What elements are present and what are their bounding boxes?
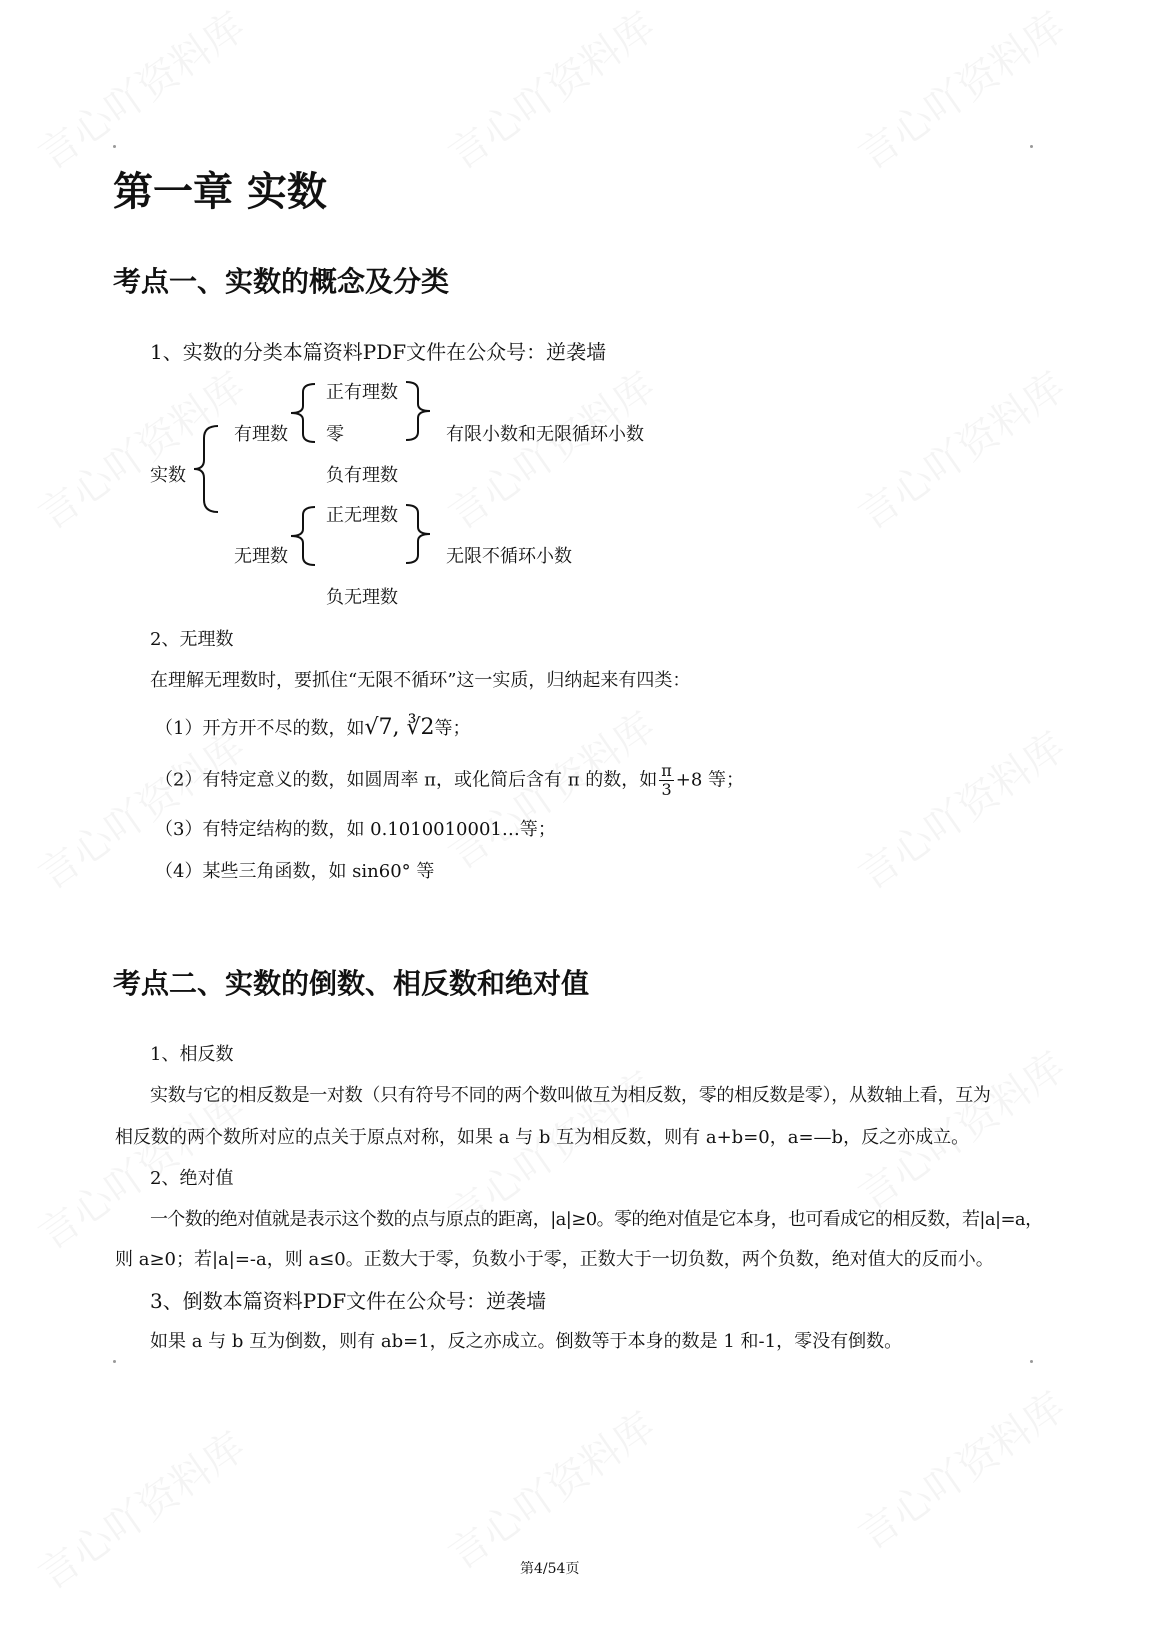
watermark [435, 356, 664, 540]
paragraph-line: 则 a≥0；若|a|=-a，则 a≤0。正数大于零，负数小于零，正数大于一切负数，两个负数，绝对值大的反而小。 [115, 1249, 994, 1270]
page-corner-mark [1030, 1360, 1033, 1363]
section-heading: 考点二、实数的倒数、相反数和绝对值 [113, 967, 590, 1000]
brace-icon [285, 505, 325, 567]
paragraph-line: 实数与它的相反数是一对数（只有符号不同的两个数叫做互为相反数，零的相反数是零），从数轴上看，互为 [150, 1085, 991, 1106]
paragraph-line: 相反数的两个数所对应的点关于原点对称，如果 a 与 b 互为相反数，则有 a+b=0，a=—b，反之亦成立。 [115, 1127, 970, 1148]
tree-node: 有理数 [234, 424, 288, 445]
brace-icon [190, 424, 230, 514]
tree-node: 正无理数 [326, 505, 398, 526]
tree-node: 无限不循环小数 [446, 546, 572, 567]
watermark [25, 0, 254, 181]
tree-node: 负无理数 [326, 587, 398, 608]
list-item [155, 762, 744, 799]
tree-node: 实数 [150, 465, 186, 486]
watermark [845, 1376, 1074, 1560]
subsection-title: 1、相反数 [150, 1044, 234, 1065]
brace-icon [400, 503, 440, 565]
watermark [845, 356, 1074, 540]
tree-node: 负有理数 [326, 465, 398, 486]
list-item-text: （1）开方开不尽的数，如 [155, 718, 365, 739]
fraction [659, 762, 674, 799]
watermark [25, 1416, 254, 1600]
page-number: 第4/54页 [520, 1561, 580, 1577]
watermark [435, 0, 664, 181]
subsection-title: 1、实数的分类本篇资料PDF文件在公众号：逆袭墙 [150, 340, 607, 364]
subsection-title: 2、绝对值 [150, 1168, 234, 1189]
page-corner-mark [113, 145, 116, 148]
subsection-title: 2、无理数 [150, 629, 234, 650]
fraction-denominator: 3 [661, 780, 672, 799]
list-item: （3）有特定结构的数，如 0.1010010001…等； [155, 819, 556, 840]
section-heading: 考点一、实数的概念及分类 [113, 265, 450, 298]
watermark [435, 1396, 664, 1580]
watermark [845, 0, 1074, 181]
list-item: （4）某些三角函数，如 sin60° 等 [155, 861, 435, 882]
paragraph-line: 一个数的绝对值就是表示这个数的点与原点的距离，|a|≥0。零的绝对值是它本身，也可看成它的相反数，若|a|=a， [150, 1209, 1043, 1230]
tree-node: 正有理数 [326, 382, 398, 403]
list-item-text: +8 等； [675, 769, 745, 791]
brace-icon [400, 380, 440, 442]
chapter-title: 第一章 实数 [113, 169, 327, 215]
tree-node: 零 [326, 424, 344, 445]
list-item-text: 等； [434, 718, 471, 739]
paragraph: 在理解无理数时，要抓住“无限不循环”这一实质，归纳起来有四类： [150, 670, 691, 691]
paragraph-line: 如果 a 与 b 互为倒数，则有 ab=1，反之亦成立。倒数等于本身的数是 1 和-1，零没有倒数。 [150, 1331, 903, 1352]
brace-icon [285, 382, 325, 444]
math-expression: √7, ∛2 [364, 715, 435, 740]
fraction-numerator: π [661, 761, 672, 780]
list-item [155, 716, 470, 741]
tree-node: 无理数 [234, 546, 288, 567]
list-item-text: （2）有特定意义的数，如圆周率 π，或化简后含有 π 的数，如 [155, 769, 658, 791]
subsection-title: 3、倒数本篇资料PDF文件在公众号：逆袭墙 [150, 1289, 547, 1313]
watermark [845, 716, 1074, 900]
page-corner-mark [113, 1360, 116, 1363]
page-corner-mark [1030, 145, 1033, 148]
tree-node: 有限小数和无限循环小数 [446, 424, 644, 445]
